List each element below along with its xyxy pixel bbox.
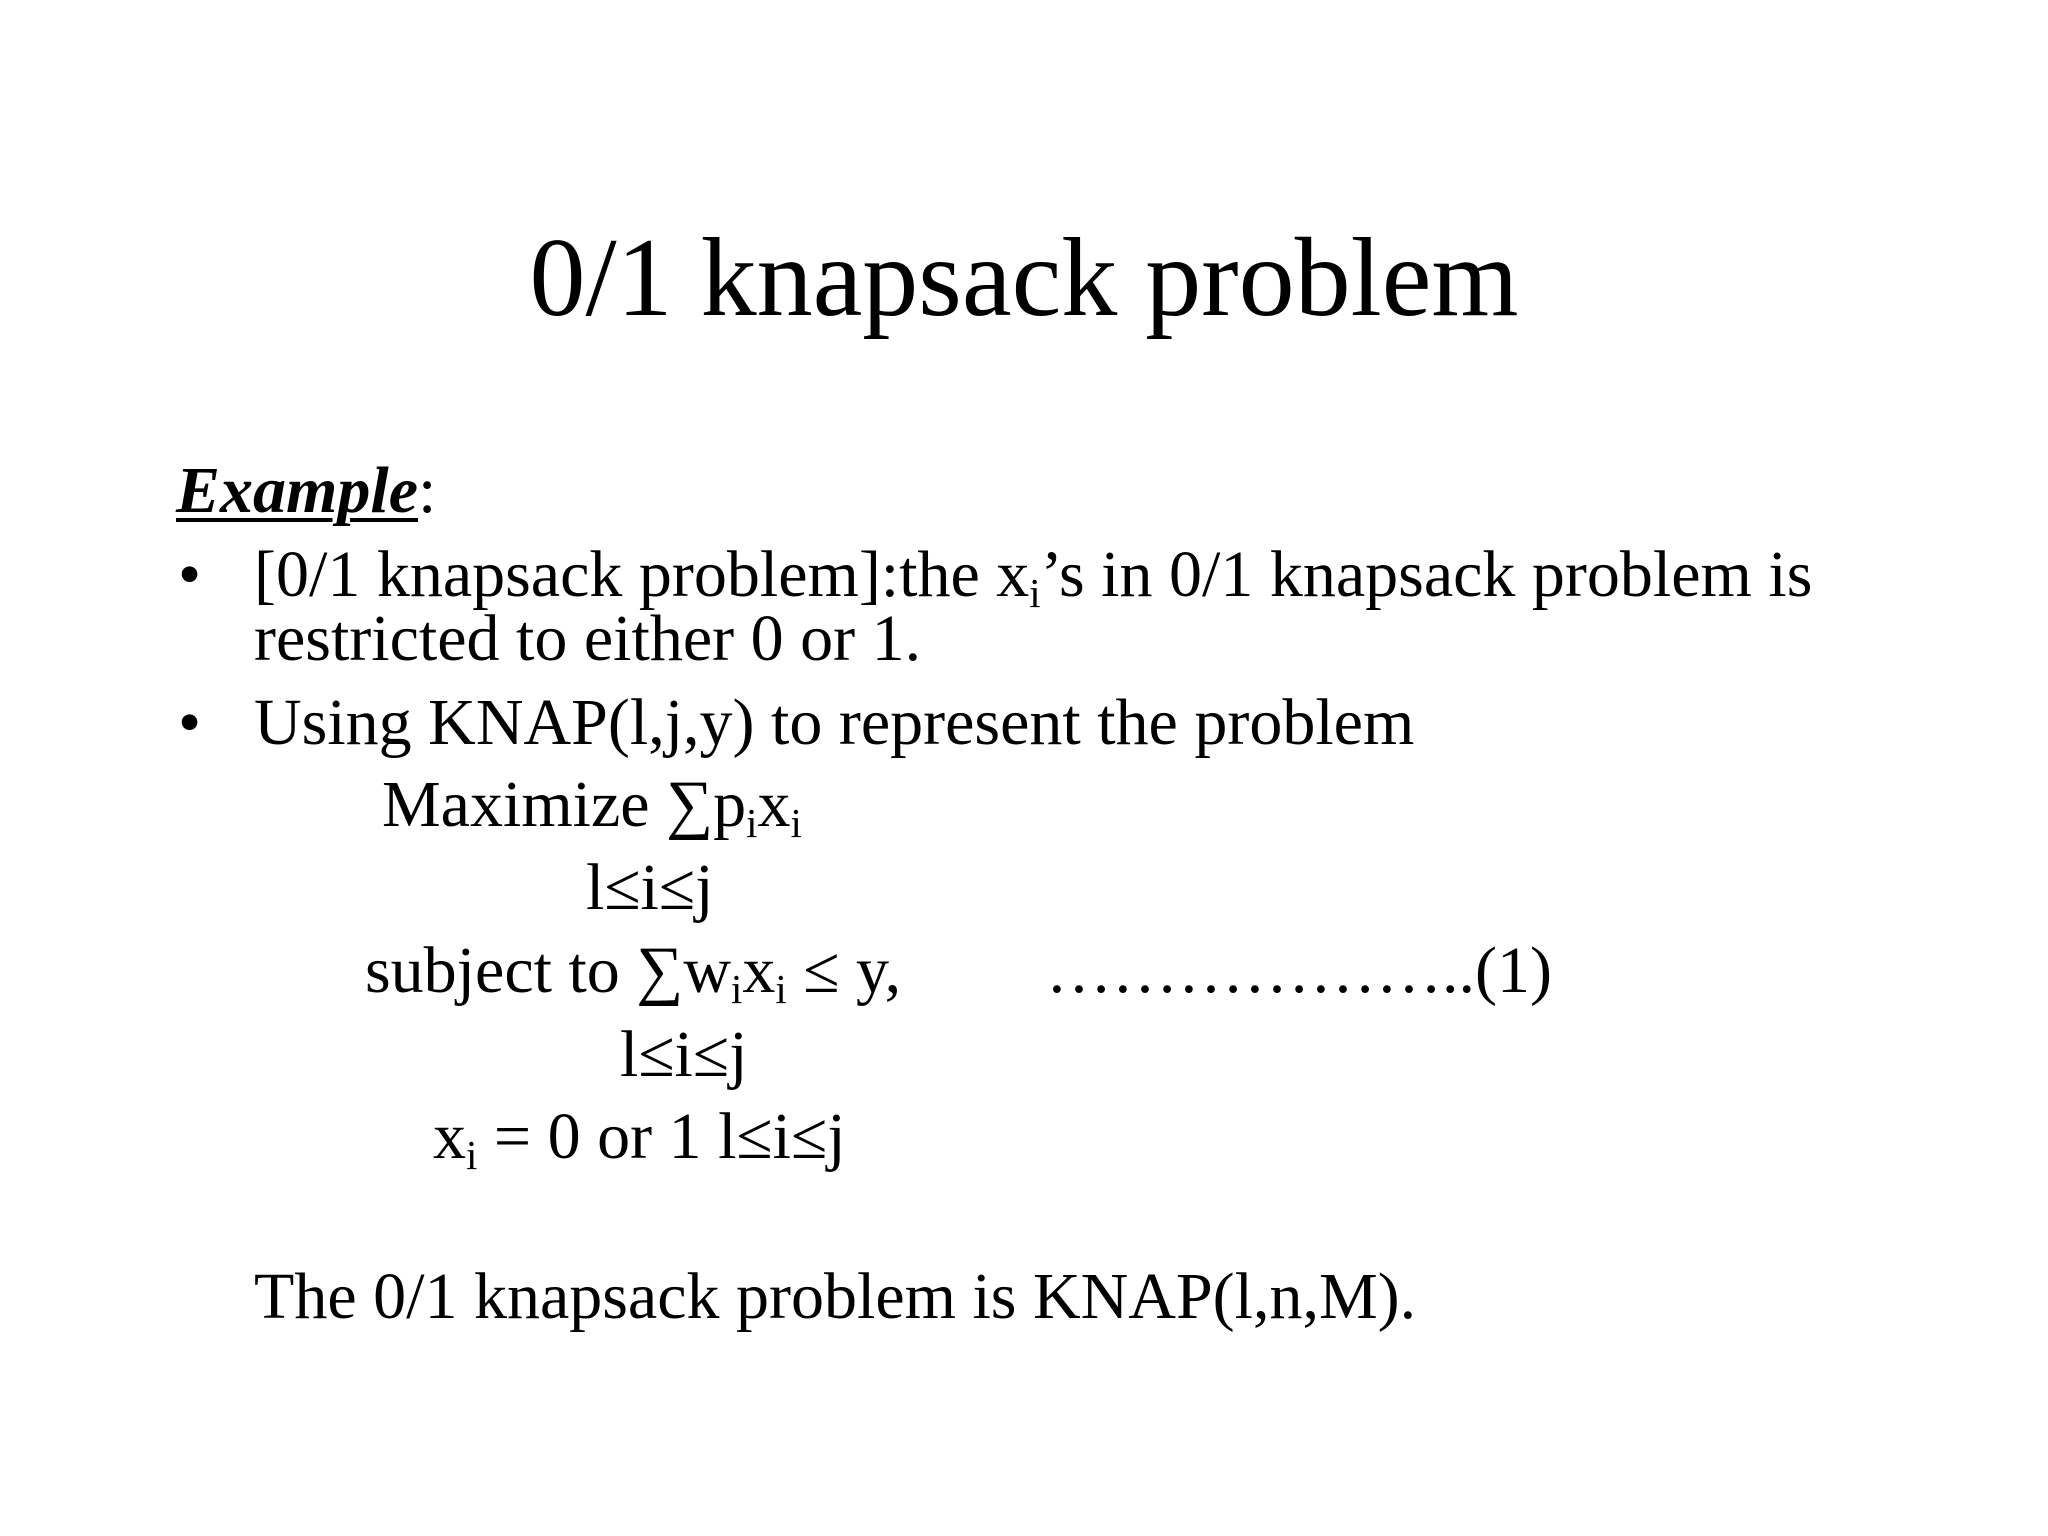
maximize-expression: Maximize $\sum p_ix_i$ [382, 768, 802, 847]
conclusion-text: The 0/1 knapsack problem is KNAP(l,n,M). [254, 1260, 1417, 1333]
bullet-2-text: Using KNAP(l,j,y) to represent the problem [254, 686, 1415, 759]
example-colon: : [418, 454, 437, 527]
example-heading [176, 454, 437, 527]
slide-title: 0/1 knapsack problem [529, 216, 1519, 340]
summation-range-2: l≤i≤j [620, 1018, 748, 1091]
summation-range-1: l≤i≤j [586, 851, 714, 924]
bullet-marker-1: • [178, 538, 202, 611]
equation-number: ………………..(1) [1046, 934, 1552, 1007]
example-label: Example [176, 454, 418, 527]
binary-constraint: $x_i = 0$ or 1 l≤i≤j [433, 1100, 846, 1179]
constraint-expression: subject to $\sum w_ix_i \le y$, [365, 934, 902, 1013]
bullet-1-line-2: restricted to either 0 or 1. [254, 602, 922, 675]
bullet-marker-2: • [178, 686, 202, 759]
bullet-1-line-1: [0/1 knapsack problem]:the $x_i’s$ in 0/1 knapsack problem is [254, 538, 1813, 617]
